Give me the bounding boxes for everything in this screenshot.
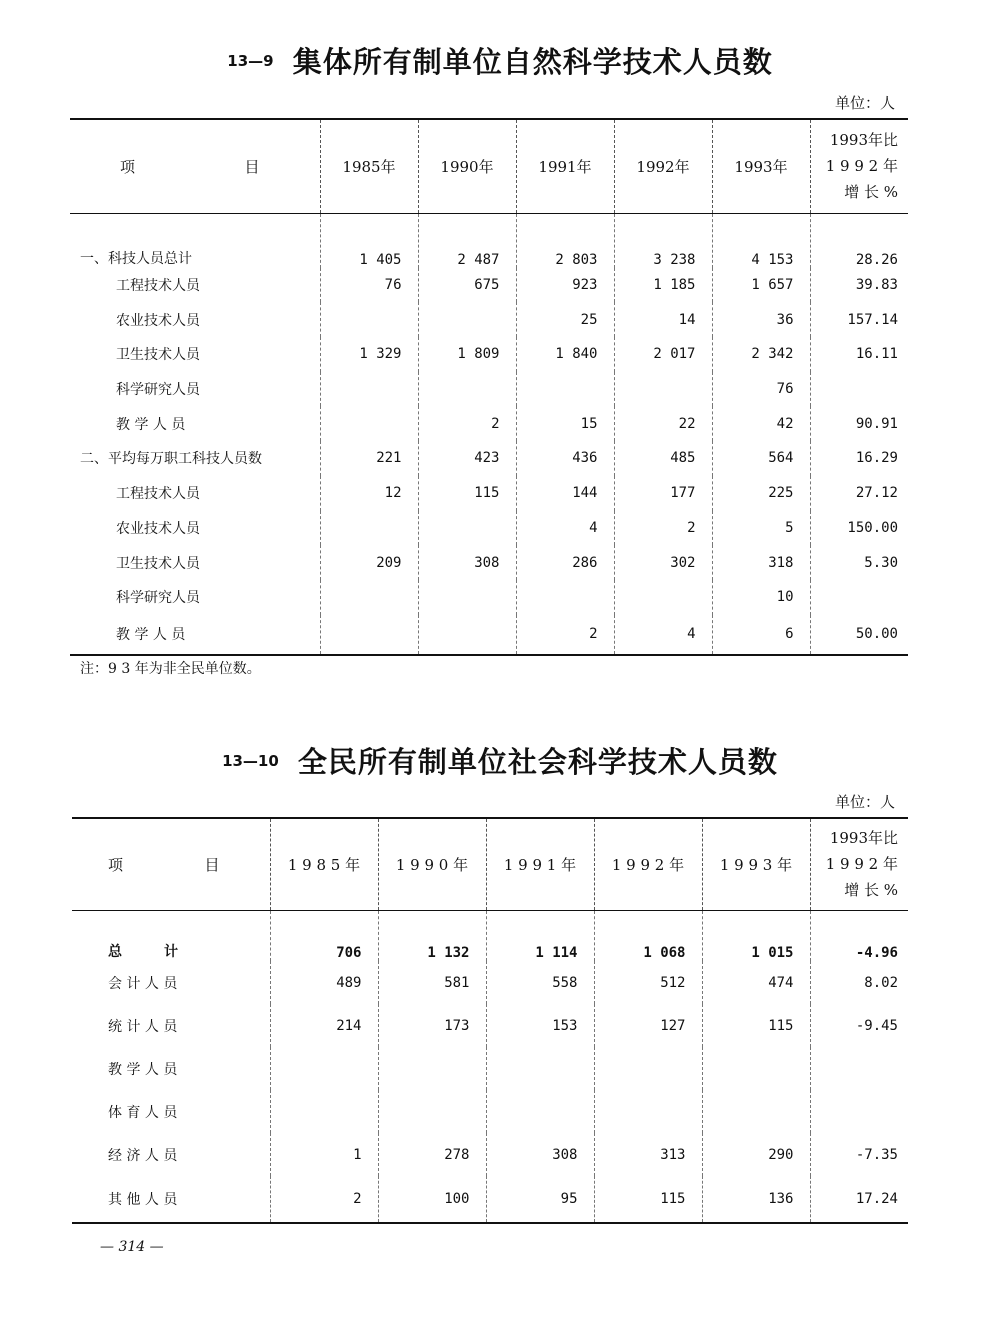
value-cell	[702, 1090, 810, 1133]
value-cell: 675	[418, 268, 516, 303]
row-label: 总 计	[108, 944, 178, 960]
value-cell: 1	[270, 1133, 378, 1176]
table2-unit: 单位：人	[834, 793, 895, 811]
value-cell: 100	[378, 1176, 486, 1223]
change-cell: -4.96	[810, 910, 908, 961]
table2-header-item-b: 目	[204, 855, 220, 874]
table2-number: 13—10	[222, 751, 279, 770]
value-cell: 2 487	[418, 213, 516, 268]
value-cell: 1 068	[594, 910, 702, 961]
value-cell	[614, 580, 712, 615]
value-cell: 25	[516, 302, 614, 337]
row-label: 二、平均每万职工科技人员数	[80, 451, 262, 468]
table1-unit: 单位：人	[834, 94, 895, 112]
table1-header-year: 1993年	[712, 119, 810, 213]
value-cell: 1 132	[378, 910, 486, 961]
row-label: 会 计 人 员	[108, 975, 178, 992]
value-cell	[320, 372, 418, 407]
table-row	[72, 1133, 908, 1176]
value-cell: 286	[516, 545, 614, 580]
value-cell	[320, 406, 418, 441]
value-cell: 10	[712, 580, 810, 615]
row-label: 科学研究人员	[116, 382, 200, 399]
table2-title	[0, 740, 1000, 781]
table1-header-change-line: 1993年比	[829, 131, 898, 150]
value-cell	[614, 372, 712, 407]
table1-header-item-b: 目	[244, 157, 260, 176]
value-cell: 2 803	[516, 213, 614, 268]
change-cell: 16.29	[810, 441, 908, 476]
row-label: 工程技术人员	[116, 486, 200, 503]
change-cell: 17.24	[810, 1176, 908, 1223]
table1-header-year: 1991年	[516, 119, 614, 213]
value-cell: 2	[614, 511, 712, 546]
value-cell	[270, 1090, 378, 1133]
value-cell: 76	[320, 268, 418, 303]
value-cell: 14	[614, 302, 712, 337]
value-cell: 12	[320, 476, 418, 511]
table-row	[70, 372, 908, 407]
table-row	[70, 545, 908, 580]
table-row	[70, 406, 908, 441]
table2-header-year: 1 9 8 5 年	[270, 818, 378, 910]
table1-header-change-line: 增 长 %	[844, 183, 898, 202]
value-cell: 308	[418, 545, 516, 580]
table2-header-change-line: 增 长 %	[844, 881, 898, 900]
table2-header-year: 1 9 9 2 年	[594, 818, 702, 910]
row-label: 卫生技术人员	[116, 555, 200, 572]
table-row	[70, 441, 908, 476]
change-cell: 8.02	[810, 961, 908, 1004]
value-cell	[418, 511, 516, 546]
change-cell: -9.45	[810, 1004, 908, 1047]
value-cell: 581	[378, 961, 486, 1004]
value-cell: 136	[702, 1176, 810, 1223]
table2-header-change-line: 1993年比	[829, 829, 898, 848]
change-cell: 16.11	[810, 337, 908, 372]
value-cell: 1 114	[486, 910, 594, 961]
value-cell: 558	[486, 961, 594, 1004]
value-cell: 36	[712, 302, 810, 337]
row-label: 教 学 人 员	[116, 627, 186, 644]
page-number: — 314 —	[100, 1239, 164, 1255]
table-row	[70, 337, 908, 372]
table-row	[72, 961, 908, 1004]
change-cell	[810, 1090, 908, 1133]
value-cell: 1 329	[320, 337, 418, 372]
value-cell: 115	[418, 476, 516, 511]
value-cell	[594, 1090, 702, 1133]
table1-title-text: 集体所有制单位自然科学技术人员数	[292, 45, 773, 79]
value-cell	[378, 1047, 486, 1090]
table1-title	[0, 40, 1000, 81]
value-cell: 3 238	[614, 213, 712, 268]
value-cell: 177	[614, 476, 712, 511]
table1-body	[70, 213, 908, 655]
row-label: 体 育 人 员	[108, 1104, 178, 1121]
table1-header-item-a: 项	[120, 157, 136, 176]
value-cell: 4 153	[712, 213, 810, 268]
value-cell	[320, 302, 418, 337]
value-cell	[418, 372, 516, 407]
change-cell: 39.83	[810, 268, 908, 303]
value-cell	[378, 1090, 486, 1133]
table1-number: 13—9	[227, 51, 274, 70]
value-cell: 489	[270, 961, 378, 1004]
value-cell: 436	[516, 441, 614, 476]
value-cell: 564	[712, 441, 810, 476]
value-cell: 2	[270, 1176, 378, 1223]
table1-header-item	[70, 119, 320, 213]
table-row	[72, 910, 908, 961]
table2-header-item-a: 项	[108, 855, 124, 874]
value-cell: 1 185	[614, 268, 712, 303]
value-cell	[486, 1047, 594, 1090]
table-row	[70, 476, 908, 511]
table-row	[72, 1047, 908, 1090]
value-cell: 115	[594, 1176, 702, 1223]
row-label: 科学研究人员	[116, 590, 200, 607]
value-cell: 2	[516, 615, 614, 656]
table-row	[70, 268, 908, 303]
value-cell: 2 017	[614, 337, 712, 372]
change-cell: 50.00	[810, 615, 908, 656]
value-cell	[418, 580, 516, 615]
value-cell: 278	[378, 1133, 486, 1176]
change-cell	[810, 372, 908, 407]
value-cell: 4	[614, 615, 712, 656]
value-cell	[418, 615, 516, 656]
table-row	[70, 615, 908, 656]
table-row	[72, 1176, 908, 1223]
value-cell: 4	[516, 511, 614, 546]
table1-header-year: 1990年	[418, 119, 516, 213]
value-cell: 2	[418, 406, 516, 441]
value-cell	[418, 302, 516, 337]
value-cell	[702, 1047, 810, 1090]
row-label: 农业技术人员	[116, 520, 200, 537]
change-cell: -7.35	[810, 1133, 908, 1176]
value-cell: 512	[594, 961, 702, 1004]
row-label: 农业技术人员	[116, 312, 200, 329]
table-row	[72, 1004, 908, 1047]
table1-note: 注：9 3 年为非全民单位数。	[80, 661, 261, 677]
change-cell: 5.30	[810, 545, 908, 580]
value-cell: 153	[486, 1004, 594, 1047]
value-cell	[320, 580, 418, 615]
value-cell	[516, 580, 614, 615]
value-cell: 42	[712, 406, 810, 441]
table2-header-item	[72, 818, 270, 910]
value-cell: 95	[486, 1176, 594, 1223]
row-label: 卫生技术人员	[116, 347, 200, 364]
value-cell: 144	[516, 476, 614, 511]
value-cell: 6	[712, 615, 810, 656]
value-cell: 308	[486, 1133, 594, 1176]
value-cell	[270, 1047, 378, 1090]
table-row	[72, 1090, 908, 1133]
value-cell: 302	[614, 545, 712, 580]
table1-header-change-line: 1 9 9 2 年	[825, 157, 898, 176]
value-cell: 15	[516, 406, 614, 441]
value-cell	[594, 1047, 702, 1090]
table1-header-change	[810, 119, 908, 213]
value-cell: 127	[594, 1004, 702, 1047]
table2-header-change-line: 1 9 9 2 年	[825, 855, 898, 874]
value-cell: 2 342	[712, 337, 810, 372]
table1-header-year: 1992年	[614, 119, 712, 213]
value-cell: 290	[702, 1133, 810, 1176]
value-cell: 209	[320, 545, 418, 580]
value-cell: 313	[594, 1133, 702, 1176]
row-label: 教 学 人 员	[108, 1061, 178, 1078]
table2-header-change	[810, 818, 908, 910]
value-cell: 318	[712, 545, 810, 580]
table-row	[70, 213, 908, 268]
value-cell: 423	[418, 441, 516, 476]
value-cell: 1 809	[418, 337, 516, 372]
table1-header-year: 1985年	[320, 119, 418, 213]
change-cell: 28.26	[810, 213, 908, 268]
row-label: 工程技术人员	[116, 278, 200, 295]
value-cell: 1 405	[320, 213, 418, 268]
row-label: 统 计 人 员	[108, 1018, 178, 1035]
row-label: 其 他 人 员	[108, 1192, 178, 1208]
value-cell	[320, 615, 418, 656]
value-cell: 115	[702, 1004, 810, 1047]
value-cell: 1 657	[712, 268, 810, 303]
table2-header-year: 1 9 9 1 年	[486, 818, 594, 910]
table2	[72, 817, 908, 1224]
value-cell: 1 840	[516, 337, 614, 372]
change-cell	[810, 580, 908, 615]
value-cell: 221	[320, 441, 418, 476]
table-row	[70, 302, 908, 337]
change-cell: 27.12	[810, 476, 908, 511]
value-cell: 76	[712, 372, 810, 407]
value-cell: 1 015	[702, 910, 810, 961]
value-cell: 173	[378, 1004, 486, 1047]
value-cell	[320, 511, 418, 546]
value-cell: 706	[270, 910, 378, 961]
table2-header-year: 1 9 9 0 年	[378, 818, 486, 910]
value-cell: 485	[614, 441, 712, 476]
value-cell: 5	[712, 511, 810, 546]
table-row	[70, 511, 908, 546]
value-cell	[486, 1090, 594, 1133]
value-cell	[516, 372, 614, 407]
table2-body	[72, 910, 908, 1223]
value-cell: 22	[614, 406, 712, 441]
row-label: 教 学 人 员	[116, 416, 186, 433]
table2-title-text: 全民所有制单位社会科学技术人员数	[297, 745, 778, 779]
value-cell: 474	[702, 961, 810, 1004]
value-cell: 214	[270, 1004, 378, 1047]
change-cell	[810, 1047, 908, 1090]
row-label: 一、科技人员总计	[80, 250, 192, 267]
table2-header-year: 1 9 9 3 年	[702, 818, 810, 910]
change-cell: 157.14	[810, 302, 908, 337]
value-cell: 923	[516, 268, 614, 303]
table-row	[70, 580, 908, 615]
row-label: 经 济 人 员	[108, 1147, 178, 1164]
change-cell: 150.00	[810, 511, 908, 546]
table1	[70, 118, 908, 656]
change-cell: 90.91	[810, 406, 908, 441]
value-cell: 225	[712, 476, 810, 511]
